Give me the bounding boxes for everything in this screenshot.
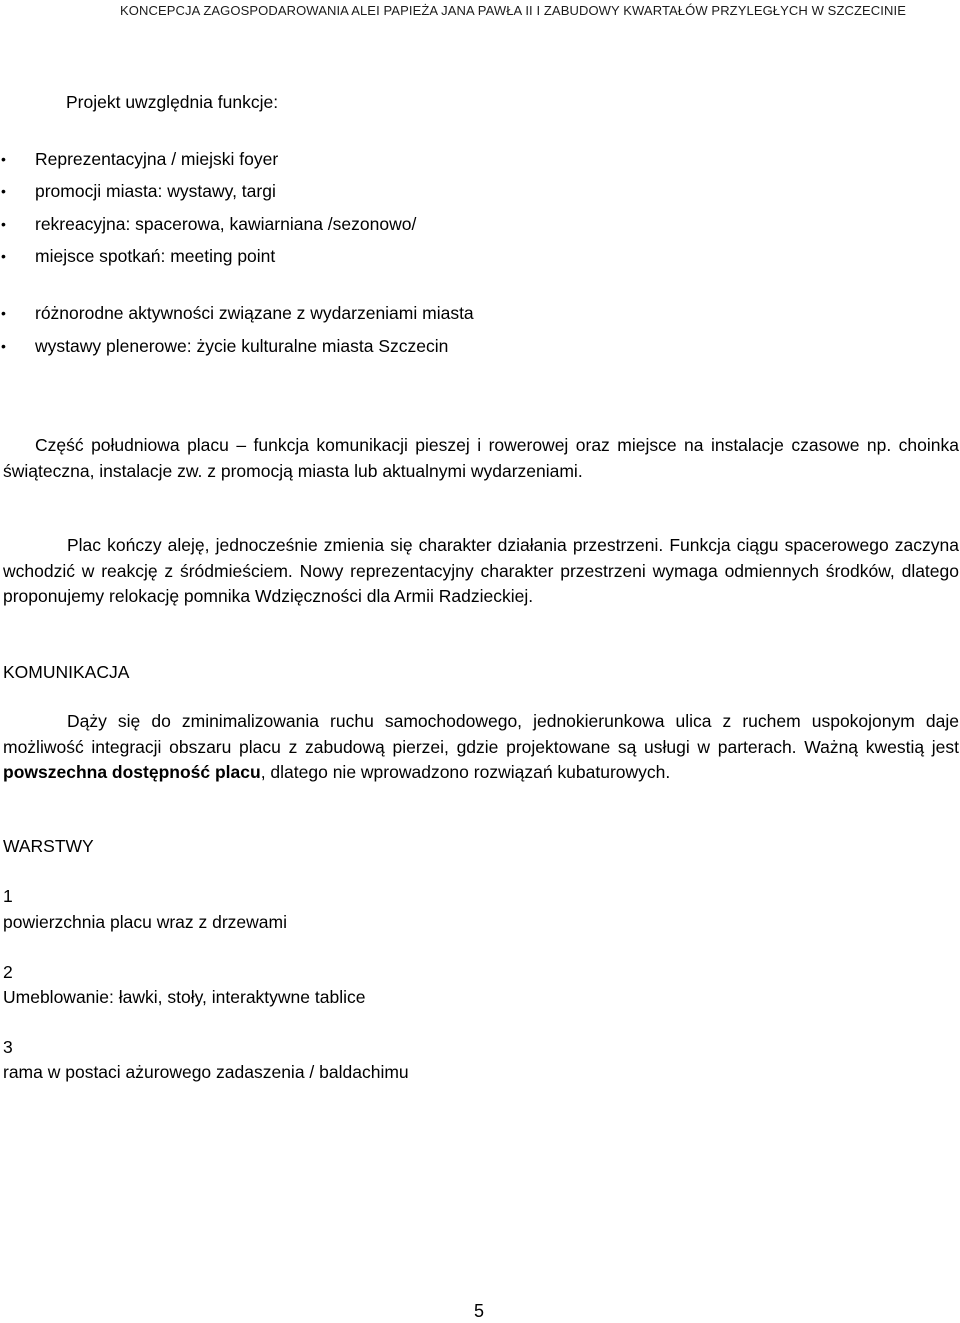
bullet-icon: • [1, 248, 6, 264]
bullet-icon: • [1, 305, 6, 321]
layer-description: rama w postaci ażurowego zadaszenia / baldachimu [3, 1062, 409, 1082]
bullet-icon: • [1, 183, 6, 199]
layer-number: 1 [3, 886, 13, 906]
paragraph-text: Część południowa placu – funkcja komunikacji pieszej i rowerowej oraz miejsce na instalacje czasowe np. choinka świąteczna, instalacje zw. z promocją miasta lub aktualnymi wydarzeniami. [3, 435, 959, 481]
emphasis-text: powszechna dostępność placu [3, 762, 261, 782]
paragraph-south-part [3, 433, 959, 484]
section-title-warstwy: WARSTWY [3, 836, 94, 856]
paragraph-text-part: , dlatego nie wprowadzono rozwiązań kubaturowych. [260, 762, 671, 782]
bullet-icon: • [1, 151, 6, 167]
paragraph-square [3, 533, 959, 610]
list-item-text: różnorodne aktywności związane z wydarzeniami miasta [35, 303, 474, 323]
bullet-icon: • [1, 338, 6, 354]
paragraph-komunikacja [3, 709, 959, 786]
running-header: KONCEPCJA ZAGOSPODAROWANIA ALEI PAPIEŻA JANA PAWŁA II I ZABUDOWY KWARTAŁÓW PRZYLEGŁYCH W SZCZECINIE [120, 3, 906, 18]
layer-number: 3 [3, 1037, 13, 1057]
list-item-text: miejsce spotkań: meeting point [35, 246, 276, 266]
list-item-text: promocji miasta: wystawy, targi [35, 181, 276, 201]
list-item-text: Reprezentacyjna / miejski foyer [35, 149, 279, 169]
page-number: 5 [474, 1301, 485, 1321]
list-item-text: wystawy plenerowe: życie kulturalne miasta Szczecin [35, 336, 449, 356]
bullet-icon: • [1, 216, 6, 232]
section-title-komunikacja: KOMUNIKACJA [3, 662, 130, 682]
layer-number: 2 [3, 962, 13, 982]
paragraph-text-part: Dąży się do zminimalizowania ruchu samochodowego, jednokierunkowa ulica z ruchem uspokojonym daje możliwość integracji obszaru placu z zabudową pierzei, gdzie projektowane są usługi w parterach. Ważną kwestią jest [3, 711, 959, 757]
layer-description: powierzchnia placu wraz z drzewami [3, 912, 287, 932]
layer-description: Umeblowanie: ławki, stoły, interaktywne tablice [3, 987, 366, 1007]
functions-intro: Projekt uwzględnia funkcje: [66, 92, 279, 112]
paragraph-text [3, 709, 959, 786]
paragraph-text: Plac kończy aleję, jednocześnie zmienia się charakter działania przestrzeni. Funkcja ciągu spacerowego zaczyna wchodzić w reakcję z śródmieściem. Nowy reprezentacyjny charakter przestrzeni wymaga odmiennych środków, dlatego proponujemy relokację pomnika Wdzięczności dla Armii Radzieckiej. [3, 535, 959, 606]
list-item-text: rekreacyjna: spacerowa, kawiarniana /sezonowo/ [35, 214, 417, 234]
